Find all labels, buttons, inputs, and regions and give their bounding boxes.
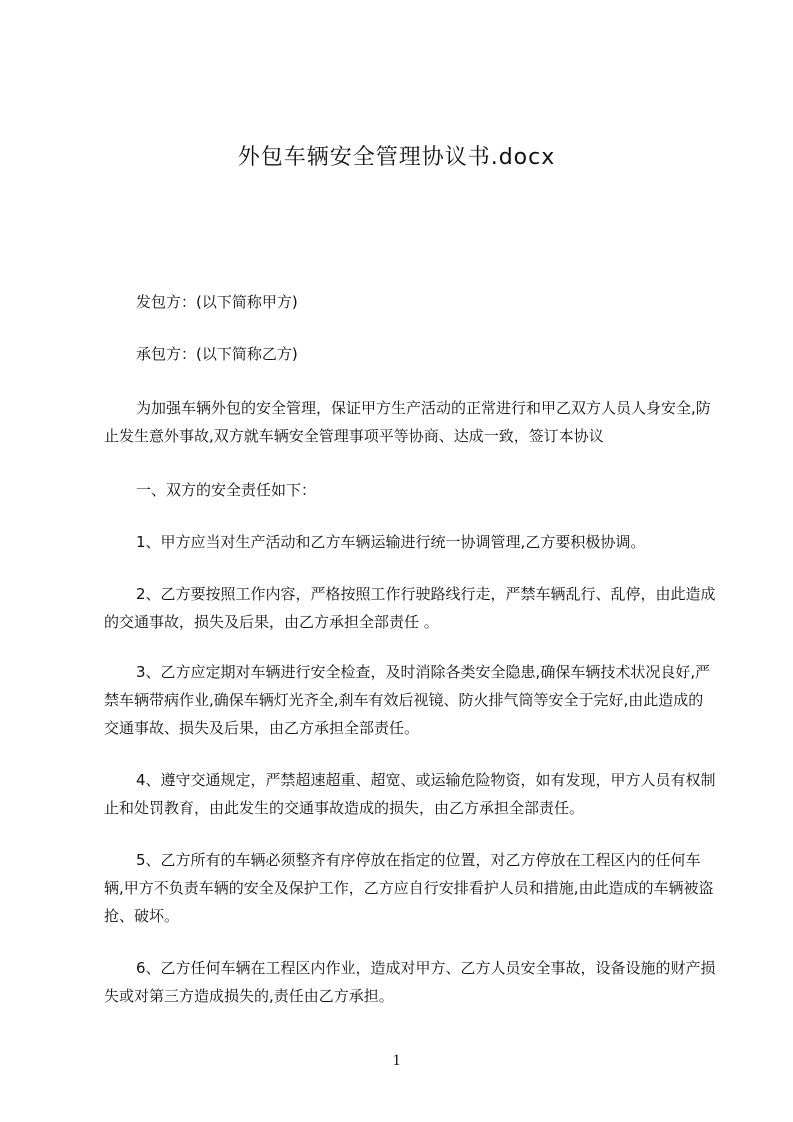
paragraph-contractor: 承包方：(以下简称乙方) xyxy=(136,345,298,363)
paragraph-preamble: 为加强车辆外包的安全管理，保证甲方生产活动的正常进行和甲乙双方人员人身安全,防止发生意外事故,双方就车辆安全管理事项平等协商、达成一致，签订本协议 xyxy=(104,399,711,445)
clause-5: 5、乙方所有的车辆必须整齐有序停放在指定的位置，对乙方停放在工程区内的任何车辆,甲方不负责车辆的安全及保护工作，乙方应自行安排看护人员和措施,由此造成的车辆被盗抢、破坏。 xyxy=(104,851,714,925)
clause-1: 1、甲方应当对生产活动和乙方车辆运输进行统一协调管理,乙方要积极协调。 xyxy=(136,533,646,551)
clause-2: 2、乙方要按照工作内容，严格按照工作行驶路线行走，严禁车辆乱行、乱停，由此造成的交通事故，损失及后果，由乙方承担全部责任 。 xyxy=(104,585,716,631)
clause-3: 3、乙方应定期对车辆进行安全检查，及时消除各类安全隐患,确保车辆技术状况良好,严禁车辆带病作业,确保车辆灯光齐全,刹车有效后视镜、防火排气筒等安全于完好,由此造成的交通事故、损失及后果，由乙方承担全部责任。 xyxy=(104,663,711,737)
page-number: 1 xyxy=(392,1052,401,1069)
clause-4: 4、遵守交通规定，严禁超速超重、超宽、或运输危险物资，如有发现，甲方人员有权制止和处罚教育，由此发生的交通事故造成的损失，由乙方承担全部责任。 xyxy=(104,771,716,817)
paragraph-issuer: 发包方：(以下简称甲方) xyxy=(136,293,298,311)
document-title: 外包车辆安全管理协议书.docx xyxy=(237,145,556,170)
clause-6: 6、乙方任何车辆在工程区内作业，造成对甲方、乙方人员安全事故，设备设施的财产损失或对第三方造成损失的,责任由乙方承担。 xyxy=(104,959,716,1005)
section-heading-responsibilities: 一、双方的安全责任如下： xyxy=(136,481,317,499)
